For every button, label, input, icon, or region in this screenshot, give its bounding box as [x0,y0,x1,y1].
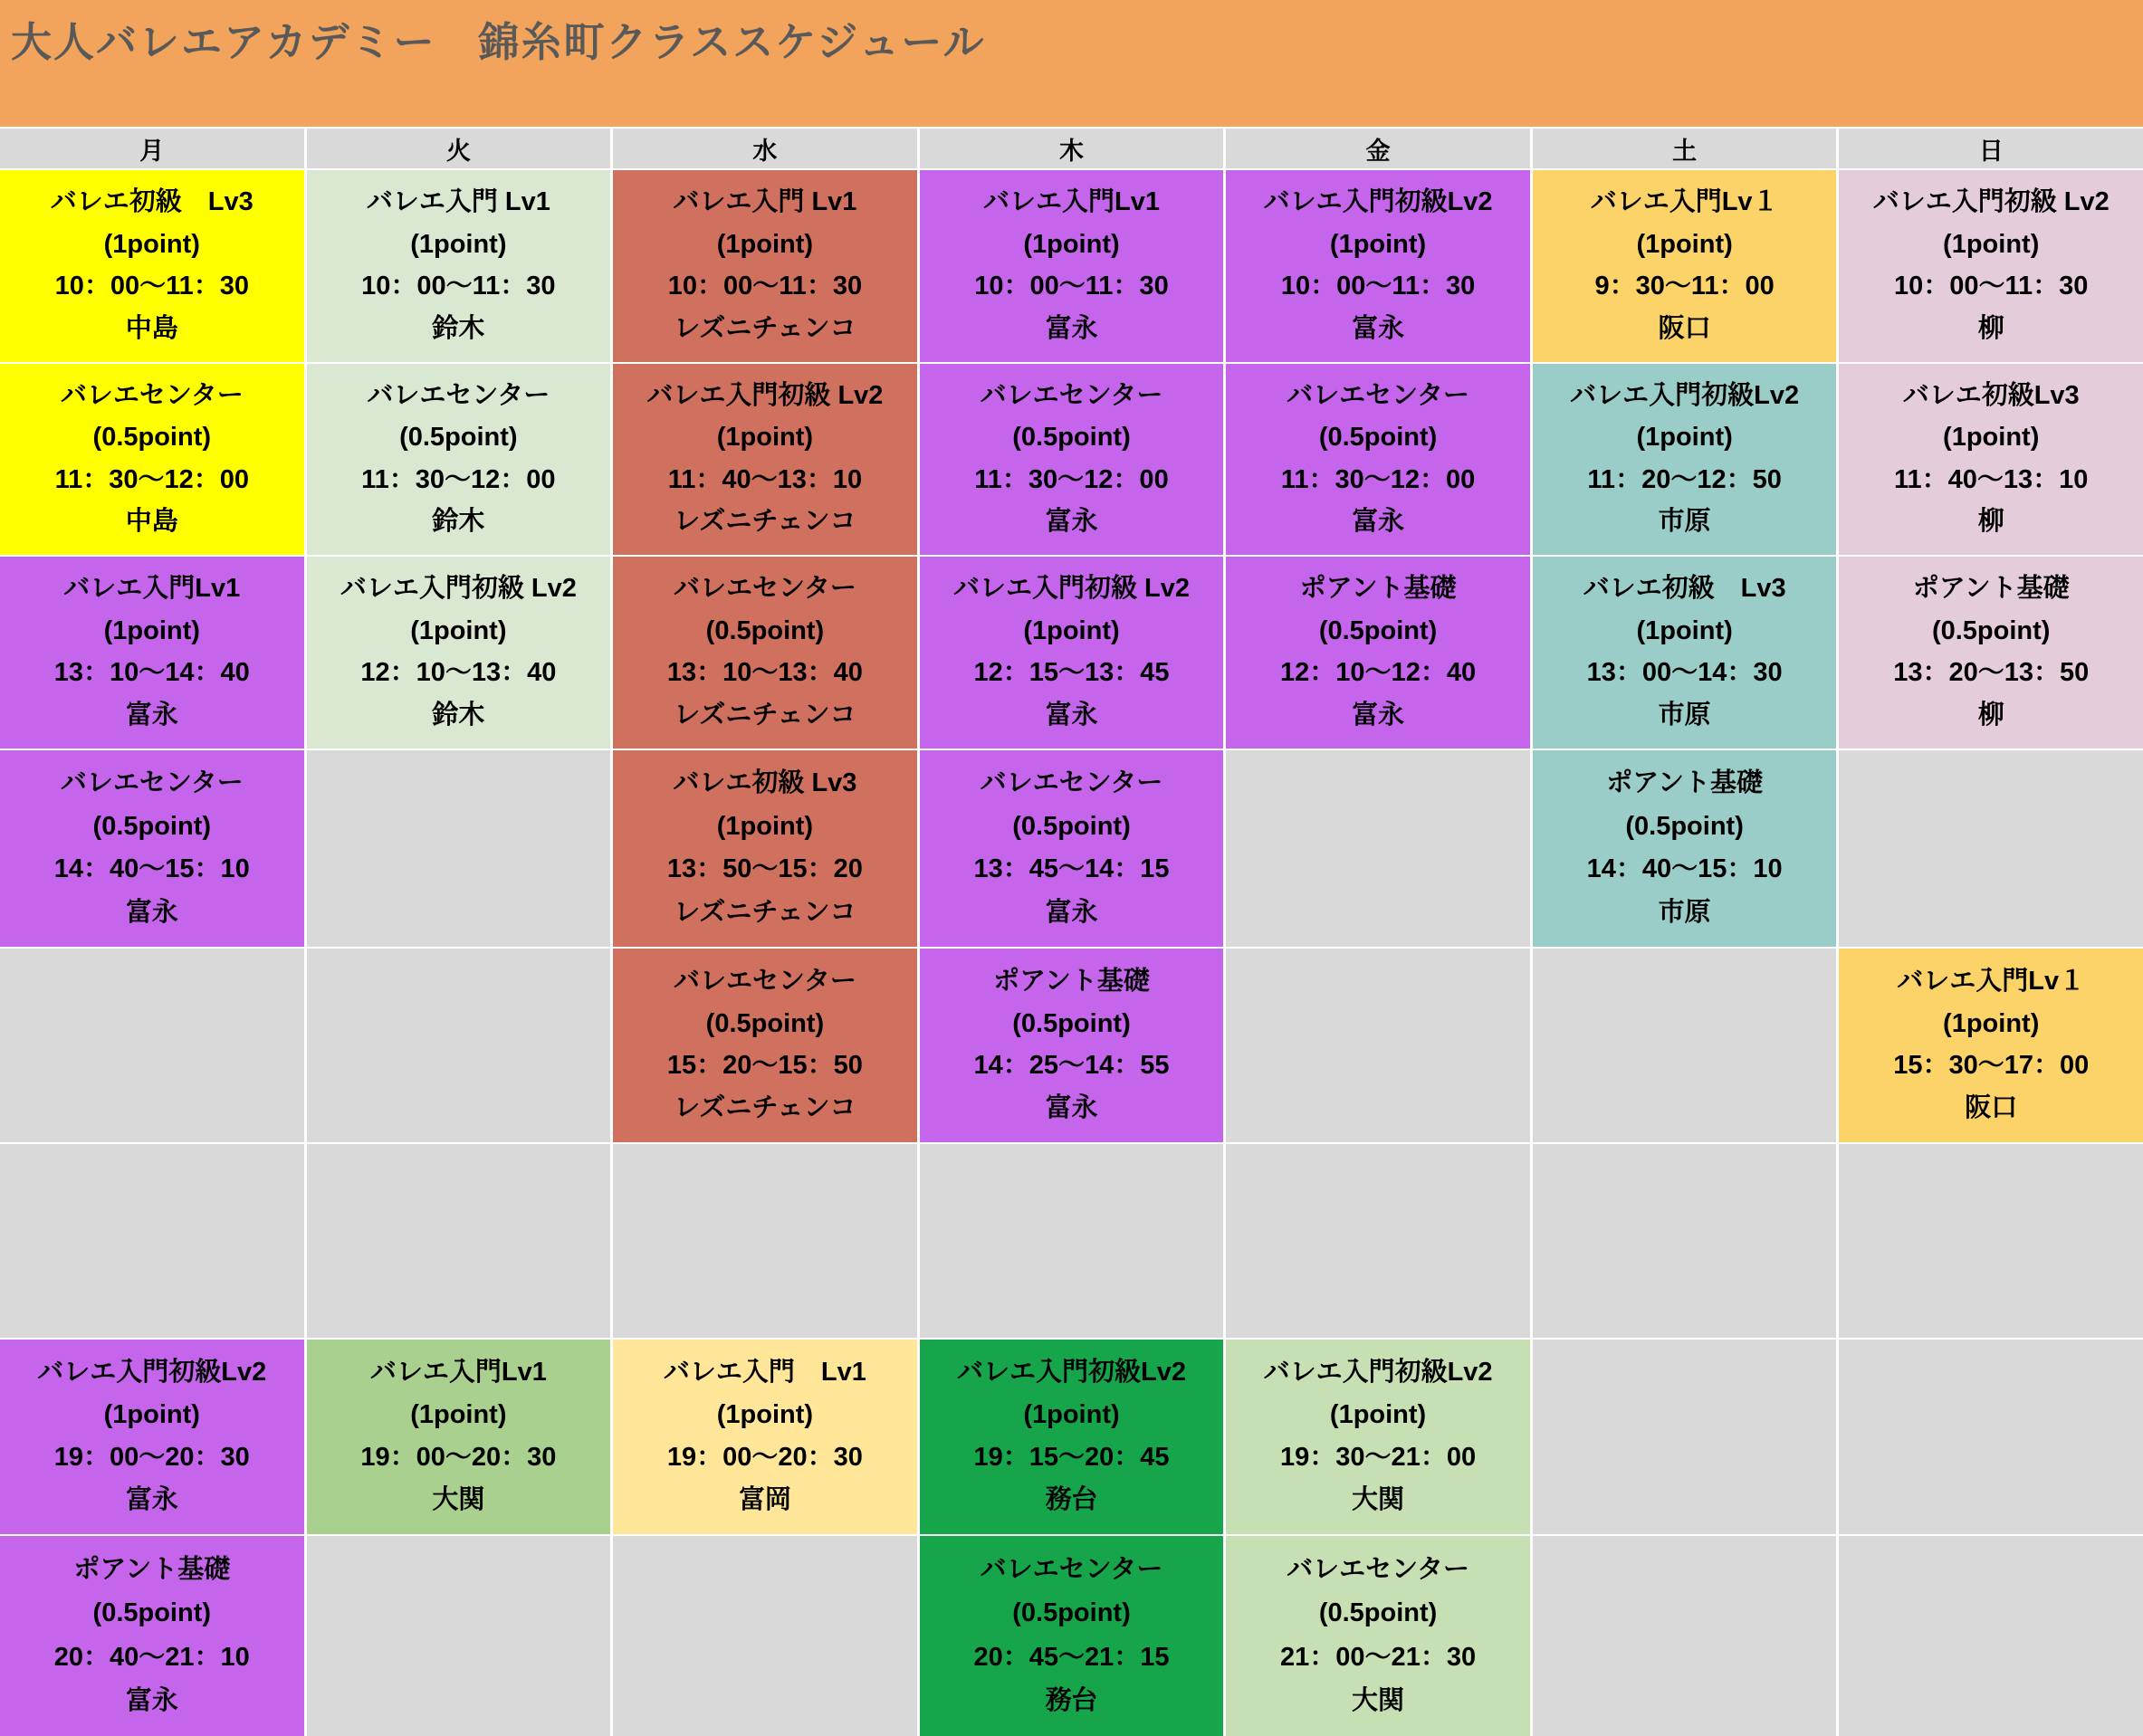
schedule-cell [613,170,917,362]
cell-teacher: 大関 [432,1484,485,1514]
cell-point: (1point) [1636,423,1733,453]
cell-point: (1point) [716,811,814,841]
cell-teacher: レズニチェンコ [674,897,856,927]
cell-time: 11：20～12：50 [1587,464,1782,494]
cell-time: 10：00～11：30 [974,272,1169,301]
cell-teacher: レズニチェンコ [674,313,856,343]
schedule-cell [920,949,1224,1142]
cell-point: (0.5point) [1931,615,2051,645]
cell-point: (1point) [410,229,507,259]
cell-teacher: 大関 [1352,1685,1405,1715]
cell-teacher: 富永 [1045,506,1098,536]
empty-cell [1839,1340,2143,1534]
cell-point: (1point) [716,229,814,259]
cell-class-name: バレエ入門初級 Lv2 [340,574,577,604]
schedule-cell [1533,170,1837,362]
cell-class-name: バレエセンター [1287,381,1469,411]
cell-time: 10：00～11：30 [667,272,863,301]
cell-class-name: バレエ入門初級 Lv2 [952,574,1190,604]
cell-time: 21：00～21：30 [1280,1642,1477,1672]
cell-class-name: バレエ入門初級Lv2 [37,1358,267,1388]
cell-teacher: 富永 [1045,1093,1098,1123]
cell-class-name: バレエ入門初級 Lv2 [646,381,884,411]
cell-class-name: バレエセンター [1287,1555,1469,1585]
cell-point: (1point) [716,1400,814,1430]
cell-class-name: バレエセンター [980,1555,1163,1585]
cell-class-name: バレエ入門初級Lv2 [1263,187,1493,217]
schedule-cell [613,557,917,749]
cell-class-name: バレエ入門初級Lv2 [957,1358,1186,1388]
cell-point: (1point) [103,1400,200,1430]
schedule-cell [0,557,304,749]
cell-class-name: ポアント基礎 [1299,574,1457,604]
empty-cell [0,949,304,1142]
cell-class-name: バレエセンター [60,381,244,411]
cell-teacher: 鈴木 [432,506,485,536]
cell-time: 12：10～12：40 [1280,658,1477,688]
cell-class-name: バレエセンター [367,381,550,411]
schedule-grid [0,129,2143,1736]
cell-point: (1point) [1329,1400,1427,1430]
empty-cell [1839,1144,2143,1338]
cell-class-name: ポアント基礎 [1912,574,2070,604]
cell-point: (0.5point) [92,811,212,841]
cell-point: (0.5point) [1012,811,1131,841]
day-header-fri: 金 [1226,129,1530,168]
cell-time: 10：00～11：30 [1280,272,1476,301]
schedule-cell [1839,170,2143,362]
cell-teacher: 富永 [1352,700,1405,730]
cell-teacher: 柳 [1977,313,2004,343]
cell-teacher: 務台 [1045,1484,1098,1514]
cell-point: (1point) [1023,615,1120,645]
cell-class-name: バレエ入門Lv1 [983,187,1160,217]
empty-cell [307,750,611,947]
day-header-tue: 火 [307,129,611,168]
cell-time: 13：20～13：50 [1893,658,2090,688]
cell-time: 10：00～11：30 [361,272,556,301]
cell-teacher: 富永 [125,897,178,927]
cell-time: 13：10～13：40 [666,658,863,688]
cell-point: (0.5point) [1012,423,1131,453]
cell-time: 14：25～14：55 [973,1051,1170,1081]
cell-point: (0.5point) [1318,423,1438,453]
cell-time: 15：20～15：50 [666,1051,863,1081]
cell-class-name: バレエ入門Lv１ [1590,187,1779,217]
schedule-cell [1839,364,2143,555]
schedule-cell [1839,557,2143,749]
cell-point: (1point) [716,423,814,453]
cell-teacher: 市原 [1658,700,1711,730]
cell-teacher: 富永 [1352,506,1405,536]
cell-point: (0.5point) [705,1008,825,1038]
schedule-cell [0,170,304,362]
schedule-cell [1533,750,1837,947]
cell-time: 13：50～15：20 [666,854,863,884]
cell-time: 13：00～14：30 [1586,658,1783,688]
cell-class-name: ポアント基礎 [1606,768,1764,798]
cell-teacher: 富永 [125,1484,178,1514]
cell-time: 13：10～14：40 [53,658,250,688]
cell-teacher: 鈴木 [432,313,485,343]
cell-teacher: 中島 [125,313,178,343]
cell-class-name: バレエセンター [60,768,244,798]
schedule-cell [613,1340,917,1534]
cell-point: (1point) [1943,1008,2040,1038]
cell-point: (1point) [1636,229,1733,259]
cell-point: (1point) [1943,423,2040,453]
cell-teacher: レズニチェンコ [674,700,856,730]
cell-point: (0.5point) [1012,1008,1131,1038]
cell-time: 11：30～12：00 [361,464,556,494]
schedule-cell [920,750,1224,947]
cell-time: 11：40～13：10 [1893,464,2089,494]
page-title: 大人バレエアカデミー 錦糸町クラススケジュール [0,0,2143,127]
schedule-cell [1226,1536,1530,1736]
cell-time: 19：00～20：30 [360,1443,557,1473]
day-header-sat: 土 [1533,129,1837,168]
cell-class-name: バレエ初級 Lv3 [1583,574,1786,604]
schedule-cell [1839,949,2143,1142]
cell-point: (1point) [410,615,507,645]
cell-class-name: バレエ初級 Lv3 [673,768,857,798]
schedule-cell [0,364,304,555]
day-header-thu: 木 [920,129,1224,168]
cell-time: 14：40～15：10 [53,854,250,884]
cell-time: 12：10～13：40 [360,658,557,688]
empty-cell [920,1144,1224,1338]
day-header-mon: 月 [0,129,304,168]
day-header-sun: 日 [1839,129,2143,168]
empty-cell [1226,1144,1530,1338]
cell-point: (1point) [410,1400,507,1430]
cell-time: 10：00～11：30 [1893,272,2089,301]
schedule-cell [613,364,917,555]
cell-teacher: 市原 [1658,897,1711,927]
schedule-cell [1533,557,1837,749]
cell-class-name: バレエ入門Lv1 [369,1358,547,1388]
cell-teacher: レズニチェンコ [674,1093,856,1123]
cell-teacher: 富永 [1352,313,1405,343]
cell-point: (1point) [1329,229,1427,259]
schedule-cell [613,949,917,1142]
cell-time: 11：30～12：00 [974,464,1169,494]
cell-time: 15：30～17：00 [1893,1051,2090,1081]
schedule-cell [307,1340,611,1534]
cell-point: (1point) [103,229,200,259]
cell-time: 19：30～21：00 [1280,1443,1477,1473]
empty-cell [1533,1144,1837,1338]
cell-class-name: バレエ入門Lv１ [1897,966,2086,996]
cell-class-name: バレエ初級 Lv3 [50,187,254,217]
empty-cell [307,1536,611,1736]
cell-class-name: バレエ入門 Lv1 [663,1358,866,1388]
cell-teacher: 阪口 [1658,313,1711,343]
cell-time: 19：00～20：30 [53,1443,250,1473]
cell-time: 11：30～12：00 [1280,464,1476,494]
cell-point: (1point) [103,615,200,645]
cell-point: (1point) [1023,1400,1120,1430]
cell-teacher: 大関 [1352,1484,1405,1514]
cell-teacher: 中島 [125,506,178,536]
cell-teacher: 柳 [1977,506,2004,536]
schedule-cell [0,1536,304,1736]
cell-class-name: ポアント基礎 [73,1555,231,1585]
cell-class-name: バレエ入門初級 Lv2 [1872,187,2110,217]
empty-cell [1533,949,1837,1142]
cell-teacher: レズニチェンコ [674,506,856,536]
day-header-wed: 水 [613,129,917,168]
cell-teacher: 富永 [1045,897,1098,927]
cell-class-name: バレエ入門初級Lv2 [1263,1358,1493,1388]
cell-teacher: 富岡 [738,1484,791,1514]
empty-cell [613,1144,917,1338]
cell-point: (1point) [1943,229,2040,259]
schedule-cell [1226,170,1530,362]
cell-time: 14：40～15：10 [1586,854,1783,884]
schedule-cell [920,1536,1224,1736]
cell-teacher: 富永 [125,700,178,730]
empty-cell [0,1144,304,1338]
cell-time: 20：40～21：10 [53,1642,250,1672]
empty-cell [1226,750,1530,947]
cell-time: 19：15～20：45 [973,1443,1170,1473]
cell-time: 19：00～20：30 [666,1443,863,1473]
empty-cell [1226,949,1530,1142]
schedule-cell [920,1340,1224,1534]
cell-teacher: 柳 [1977,700,2004,730]
schedule-cell [1226,1340,1530,1534]
schedule-cell [0,1340,304,1534]
cell-time: 11：30～12：00 [54,464,249,494]
schedule-cell [1533,364,1837,555]
empty-cell [1839,750,2143,947]
cell-class-name: バレエセンター [674,574,856,604]
schedule-cell [307,557,611,749]
empty-cell [613,1536,917,1736]
cell-class-name: バレエ入門初級Lv2 [1570,381,1800,411]
schedule-cell [920,557,1224,749]
cell-teacher: 富永 [1045,313,1098,343]
schedule-cell [307,170,611,362]
cell-teacher: 富永 [1045,700,1098,730]
cell-time: 9：30～11：00 [1594,272,1775,301]
cell-point: (0.5point) [92,1598,212,1628]
cell-point: (0.5point) [92,423,212,453]
cell-time: 12：15～13：45 [973,658,1170,688]
cell-class-name: バレエ初級Lv3 [1902,381,2080,411]
cell-class-name: バレエセンター [674,966,856,996]
cell-class-name: バレエ入門Lv1 [63,574,241,604]
cell-time: 20：45～21：15 [973,1642,1170,1672]
cell-point: (1point) [1023,229,1120,259]
cell-point: (0.5point) [1625,811,1744,841]
cell-time: 10：00～11：30 [54,272,249,301]
cell-time: 11：40～13：10 [667,464,863,494]
cell-class-name: バレエ入門 Lv1 [366,187,550,217]
empty-cell [1533,1536,1837,1736]
cell-point: (0.5point) [399,423,518,453]
schedule-cell [920,364,1224,555]
empty-cell [1839,1536,2143,1736]
cell-point: (0.5point) [1318,615,1438,645]
empty-cell [1533,1340,1837,1534]
cell-point: (0.5point) [1318,1598,1438,1628]
cell-teacher: 富永 [125,1685,178,1715]
cell-class-name: ポアント基礎 [993,966,1150,996]
cell-teacher: 務台 [1045,1685,1098,1715]
schedule-cell [1226,557,1530,749]
cell-class-name: バレエセンター [980,381,1163,411]
cell-teacher: 鈴木 [432,700,485,730]
cell-teacher: 阪口 [1965,1093,2018,1123]
schedule-cell [0,750,304,947]
schedule-cell [613,750,917,947]
cell-class-name: バレエセンター [980,768,1163,798]
schedule-cell [1226,364,1530,555]
cell-teacher: 市原 [1658,506,1711,536]
cell-class-name: バレエ入門 Lv1 [673,187,857,217]
cell-point: (0.5point) [705,615,825,645]
empty-cell [307,949,611,1142]
cell-time: 13：45～14：15 [973,854,1170,884]
cell-point: (0.5point) [1012,1598,1131,1628]
schedule-cell [920,170,1224,362]
cell-point: (1point) [1636,615,1733,645]
empty-cell [307,1144,611,1338]
schedule-cell [307,364,611,555]
